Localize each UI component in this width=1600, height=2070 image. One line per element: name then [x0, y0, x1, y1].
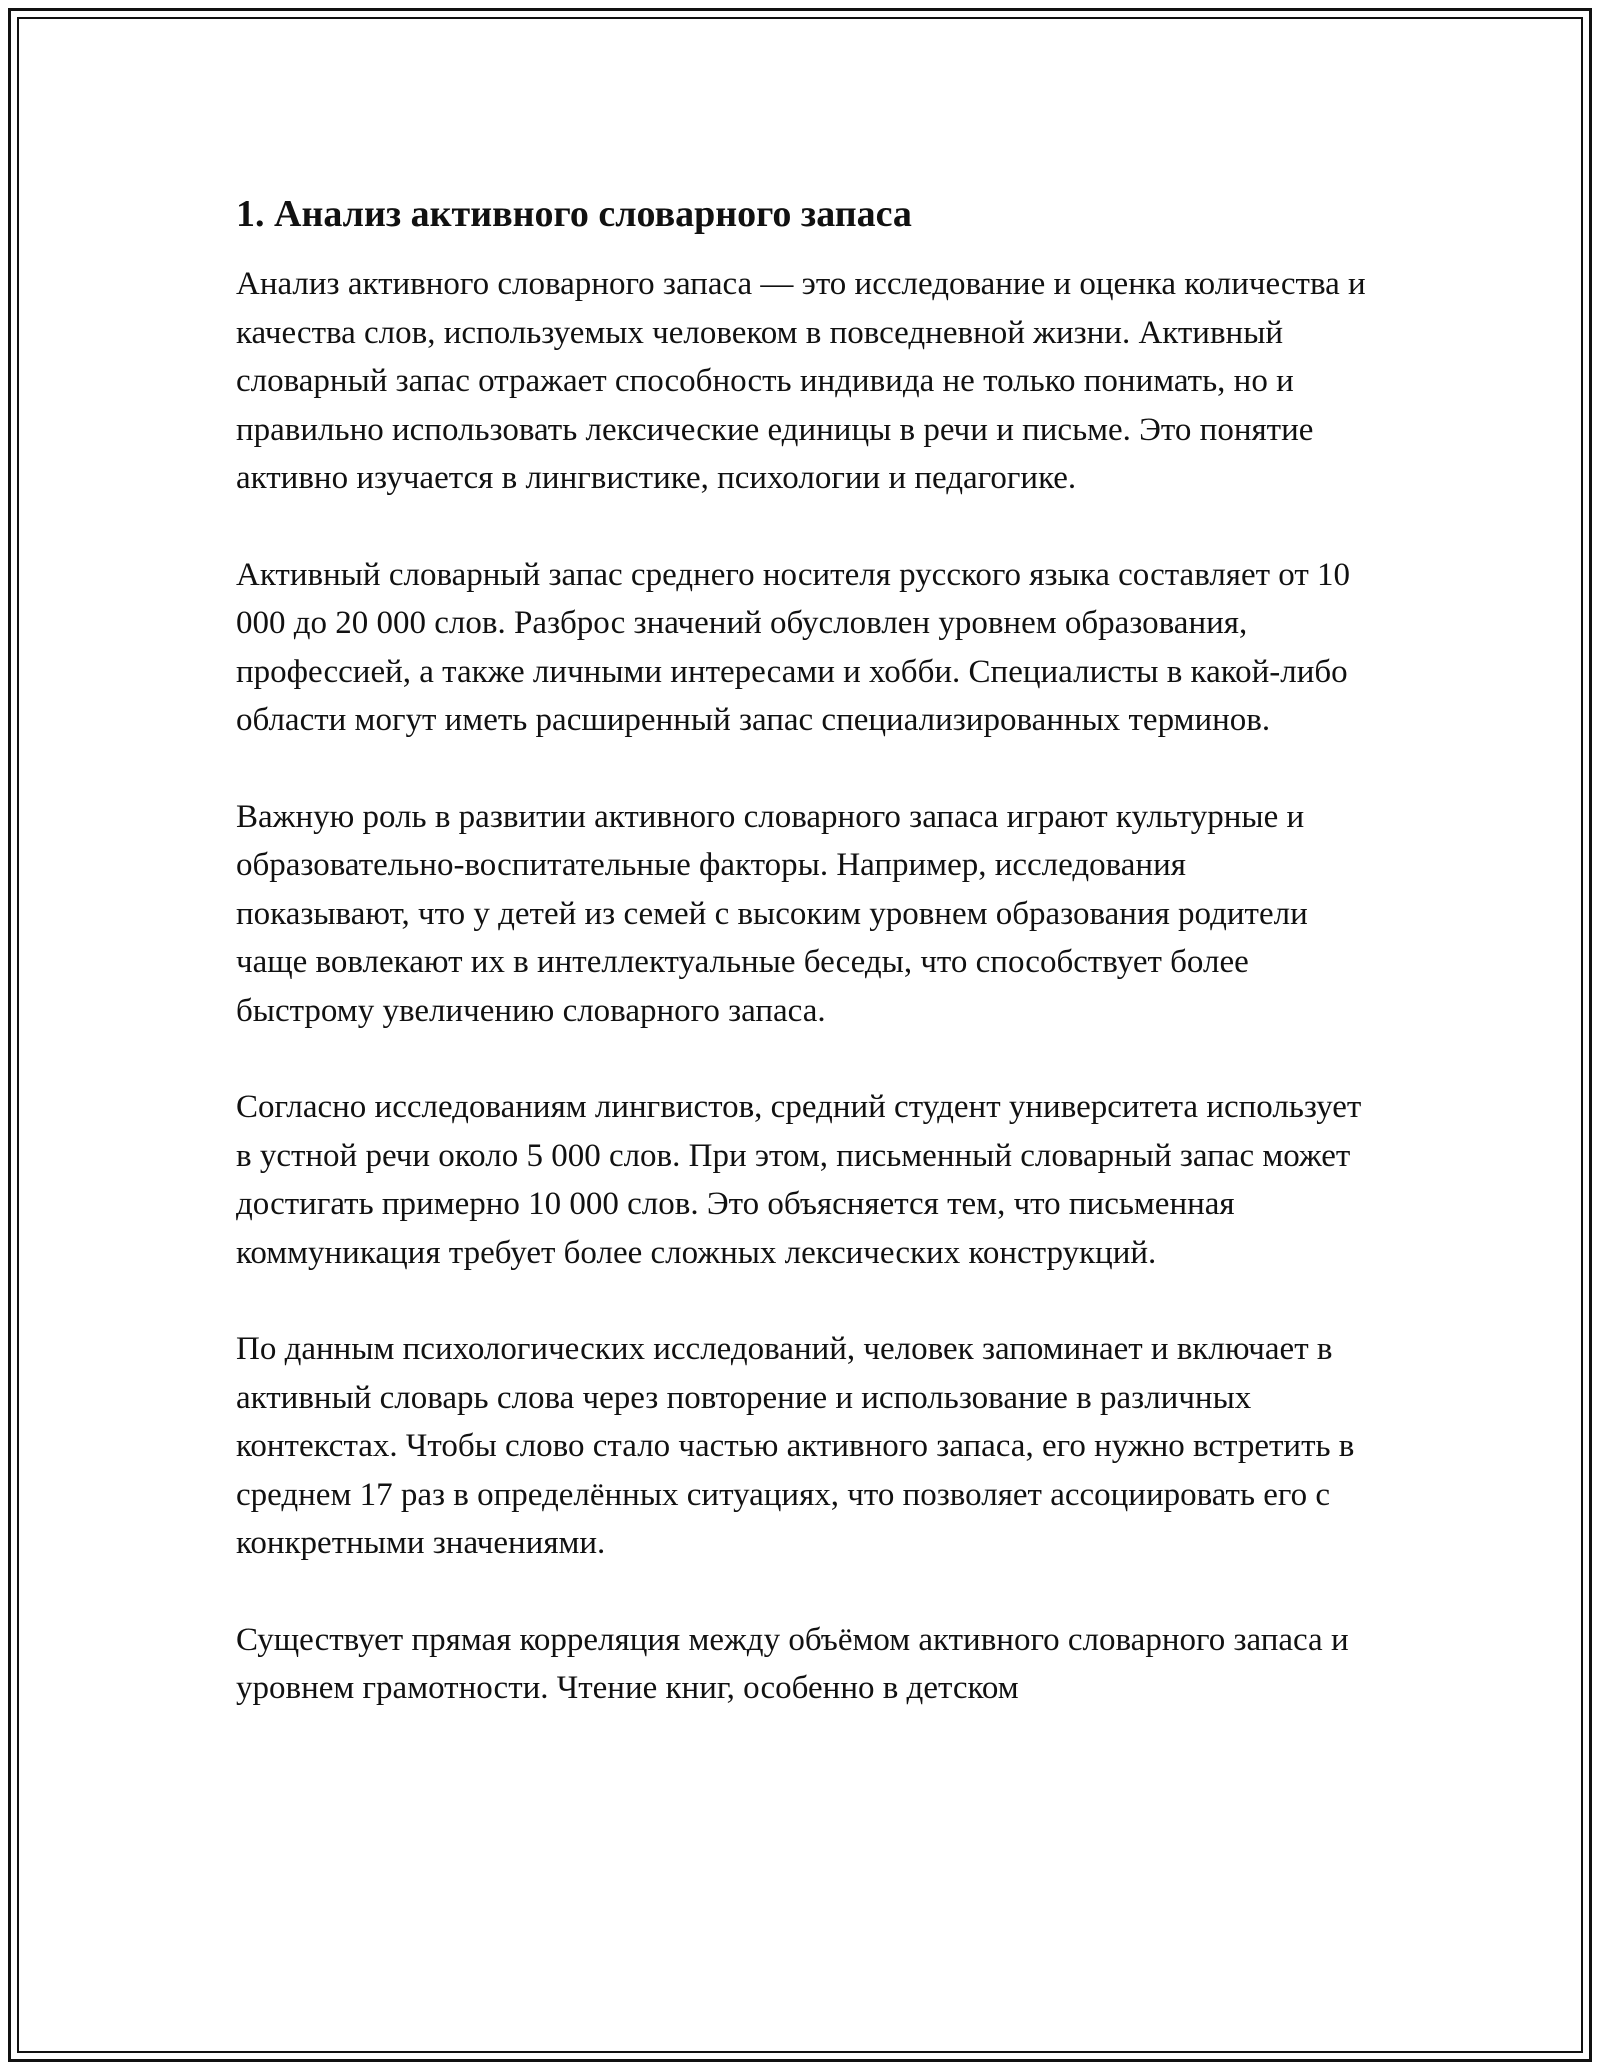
paragraph-definition: Анализ активного словарного запаса — это исследование и оценка количества и качества слов, используемых человеком в повседневной жизни. Активный словарный запас отражает способность индивида не только понимать, но и правильно использовать лексические единицы в речи и письме. Это понятие активно изучается в лингвистике, психологии и педагогике. [236, 266, 1366, 496]
document-body [236, 188, 1366, 1761]
paragraph-cultural-factors: Важную роль в развитии активного словарного запаса играют культурные и образовательно-воспитательные факторы. Например, исследования показывают, что у детей из семей с высоким уровнем образования родители чаще вовлекают их в интеллектуальные беседы, что способствует более быстрому увеличению словарного запаса. [236, 798, 1308, 1029]
paragraph-student-vocabulary: Согласно исследованиям лингвистов, средний студент университета использует в устной речи около 5 000 слов. При этом, письменный словарный запас может достигать примерно 10 000 слов. Это объясняется тем, что письменная коммуникация требует более сложных лексических конструкций. [236, 1089, 1362, 1271]
section-heading: 1. Анализ активного словарного запаса [236, 193, 912, 235]
paragraph-literacy-correlation: Существует прямая корреляция между объёмом активного словарного запаса и уровнем грамотности. Чтение книг, особенно в детском [236, 1621, 1349, 1706]
paragraph-vocabulary-size: Активный словарный запас среднего носителя русского языка составляет от 10 000 до 20 000 слов. Разброс значений обусловлен уровнем образования, профессией, а также личными интересами и хобби. Специалисты в какой-либо области могут иметь расширенный запас специализированных терминов. [236, 556, 1351, 738]
paragraph-memorization: По данным психологических исследований, человек запоминает и включает в активный словарь слова через повторение и использование в различных контекстах. Чтобы слово стало частью активного запаса, его нужно встретить в среднем 17 раз в определённых ситуациях, что позволяет ассоциировать его с конкретными значениями. [236, 1331, 1355, 1561]
